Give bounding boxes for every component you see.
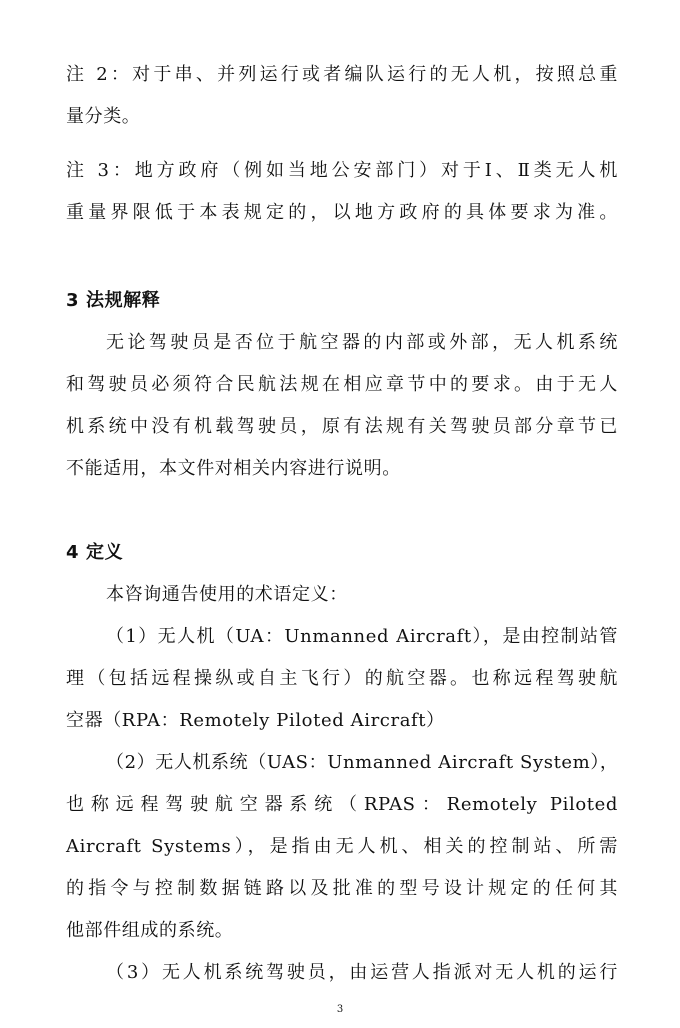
definition-1-line: 理（包括远程操纵或自主飞行）的航空器。也称远程驾驶航: [66, 668, 618, 689]
section-3-paragraph-line: 和驾驶员必须符合民航法规在相应章节中的要求。由于无人: [66, 374, 618, 395]
definition-2-line: 的指令与控制数据链路以及批准的型号设计规定的任何其: [66, 878, 618, 899]
definition-1-line: 空器（RPA：Remotely Piloted Aircraft）: [66, 710, 445, 731]
definition-3-line: （3）无人机系统驾驶员，由运营人指派对无人机的运行: [106, 962, 618, 983]
section-4-intro: 本咨询通告使用的术语定义：: [106, 584, 348, 605]
section-4-heading: 4 定义: [66, 542, 124, 563]
section-3-paragraph-line: 机系统中没有机载驾驶员，原有法规有关驾驶员部分章节已: [66, 416, 618, 437]
definition-2-line: Aircraft Systems），是指由无人机、相关的控制站、所需: [66, 836, 618, 857]
definition-1-line: （1）无人机（UA：Unmanned Aircraft），是由控制站管: [106, 626, 618, 647]
definition-2-line: 他部件组成的系统。: [66, 920, 234, 941]
note-2-line-2: 量分类。: [66, 106, 141, 127]
definition-2-line: 也称远程驾驶航空器系统（RPAS：Remotely Piloted: [66, 794, 618, 815]
section-3-paragraph-line: 无论驾驶员是否位于航空器的内部或外部，无人机系统: [106, 332, 618, 353]
definition-2-line: （2）无人机系统（UAS：Unmanned Aircraft System），: [106, 752, 619, 773]
note-2-line-1: 注 2：对于串、并列运行或者编队运行的无人机，按照总重: [66, 64, 618, 85]
note-3-line-2: 重量界限低于本表规定的，以地方政府的具体要求为准。: [66, 202, 618, 223]
section-3-heading: 3 法规解释: [66, 290, 161, 311]
page-number: 3: [336, 1004, 344, 1015]
section-3-paragraph-line: 不能适用，本文件对相关内容进行说明。: [66, 458, 401, 479]
note-3-line-1: 注 3：地方政府（例如当地公安部门）对于Ⅰ、Ⅱ类无人机: [66, 160, 618, 181]
